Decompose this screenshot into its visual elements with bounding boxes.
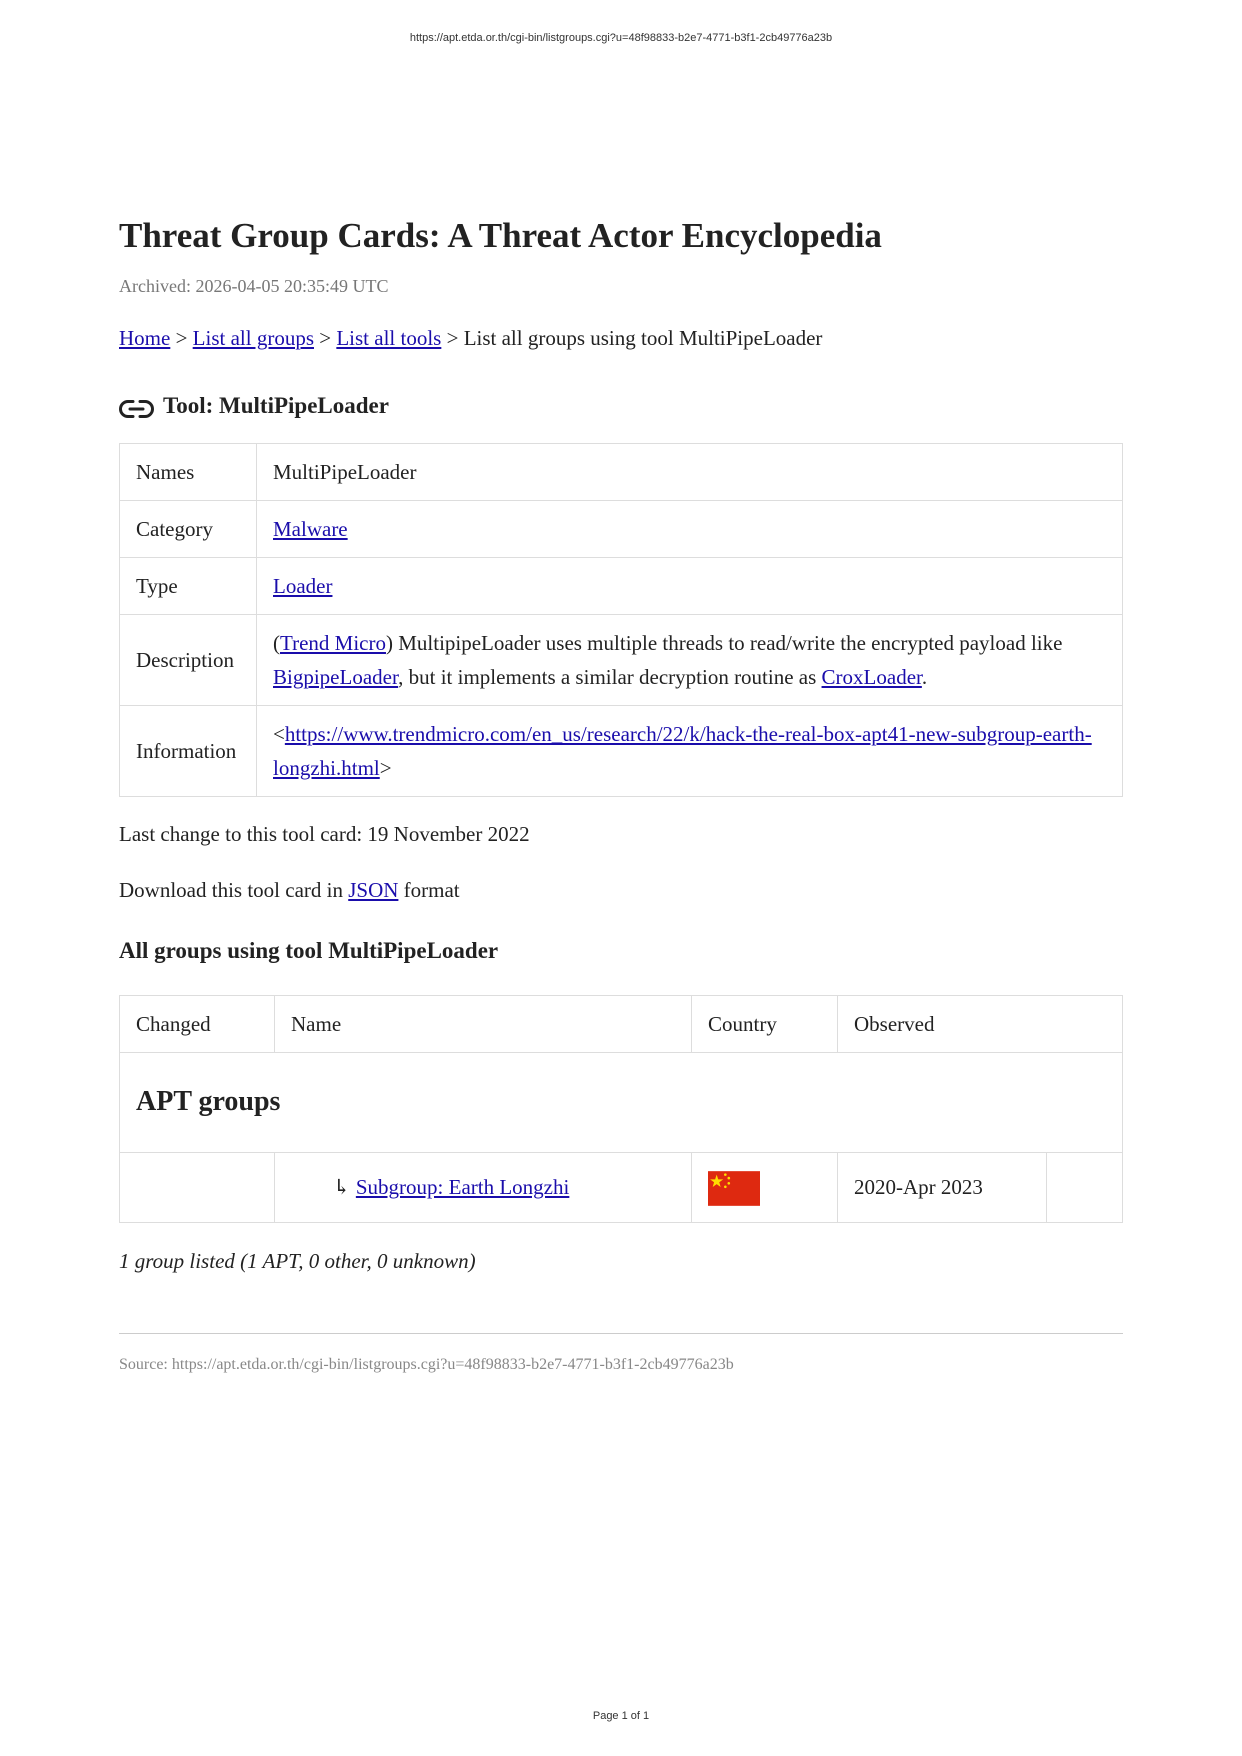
tool-information-cell [257,706,1123,797]
breadcrumb [119,324,1123,352]
tool-heading [119,392,1123,420]
tool-info-table [119,443,1123,797]
page-number: Page 1 of 1 [592,1710,650,1722]
tool-row-information [120,706,1123,797]
column-header-country: Country [692,996,838,1053]
groups-summary: 1 group listed (1 APT, 0 other, 0 unknown) [119,1248,476,1273]
breadcrumb-current: List all groups using tool MultiPipeLoader [463,326,823,350]
bigpipeloader-link[interactable]: BigpipeLoader [273,665,399,689]
tool-row-names [120,444,1123,501]
column-header-observed: Observed [838,996,1123,1053]
group-country-cell [692,1153,838,1223]
link-icon [119,398,154,420]
group-name-cell [275,1153,692,1223]
row-label: Type [120,558,257,615]
breadcrumb-separator: > [441,326,464,350]
groups-table [119,995,1123,1223]
category-malware-link[interactable]: Malware [273,517,348,541]
trend-micro-link[interactable]: Trend Micro [280,631,386,655]
tool-category-cell [257,501,1123,558]
type-loader-link[interactable]: Loader [273,574,333,598]
row-label: Names [120,444,257,501]
apt-groups-section-row [120,1053,1123,1153]
download-suffix: format [398,878,460,902]
information-url-link[interactable]: https://www.trendmicro.com/en_us/research/22/k/hack-the-real-box-apt41-new-subgroup-earth-longzhi.html [273,722,1092,780]
breadcrumb-separator: > [170,326,193,350]
china-flag-icon [708,1171,760,1206]
group-link-earth-longzhi[interactable]: Subgroup: Earth Longzhi [355,1175,570,1200]
description-text: ) MultipipeLoader uses multiple threads to read/write the encrypted payload like [385,631,1063,655]
description-text: ( [273,631,280,655]
group-changed-cell [120,1153,275,1223]
tool-names-value: MultiPipeLoader [257,444,1123,501]
source-url: Source: https://apt.etda.or.th/cgi-bin/listgroups.cgi?u=48f98833-b2e7-4771-b3f1-2cb49776a23b [119,1355,734,1373]
row-label: Description [120,615,257,706]
row-label: Category [120,501,257,558]
tool-row-category [120,501,1123,558]
archived-timestamp: Archived: 2026-04-05 20:35:49 UTC [119,276,389,296]
column-header-changed: Changed [120,996,275,1053]
croxloader-link[interactable]: CroxLoader [821,665,922,689]
breadcrumb-tools-link[interactable]: List all tools [336,326,442,350]
group-observed-cell: 2020-Apr 2023 [838,1153,1047,1223]
information-bracket: < [273,722,285,746]
apt-groups-section-title: APT groups [120,1053,1123,1153]
information-bracket: > [379,756,392,780]
table-row [120,1153,1123,1223]
tool-row-type [120,558,1123,615]
download-prefix: Download this tool card in [119,878,349,902]
tool-description-cell [257,615,1123,706]
column-header-name: Name [275,996,692,1053]
json-download-link[interactable]: JSON [348,878,399,902]
breadcrumb-home-link[interactable]: Home [119,326,171,350]
main-content [119,214,1123,1376]
description-text: . [921,665,928,689]
tool-row-description [120,615,1123,706]
print-header-url: https://apt.etda.or.th/cgi-bin/listgroups.cgi?u=48f98833-b2e7-4771-b3f1-2cb49776a23b [409,32,833,44]
groups-header-row [120,996,1123,1053]
breadcrumb-separator: > [314,326,337,350]
download-line [119,876,1123,904]
row-label: Information [120,706,257,797]
tool-heading-text: Tool: MultiPipeLoader [163,393,389,418]
breadcrumb-groups-link[interactable]: List all groups [192,326,314,350]
groups-heading: All groups using tool MultiPipeLoader [119,938,499,963]
description-text: , but it implements a similar decryption routine as [398,665,822,689]
page-title: Threat Group Cards: A Threat Actor Encyclopedia [119,216,882,255]
last-change-text: Last change to this tool card: 19 November 2022 [119,822,530,846]
subgroup-arrow: ↳ [333,1175,356,1200]
group-extra-cell [1047,1153,1123,1223]
footer-divider [119,1333,1123,1334]
tool-type-cell [257,558,1123,615]
